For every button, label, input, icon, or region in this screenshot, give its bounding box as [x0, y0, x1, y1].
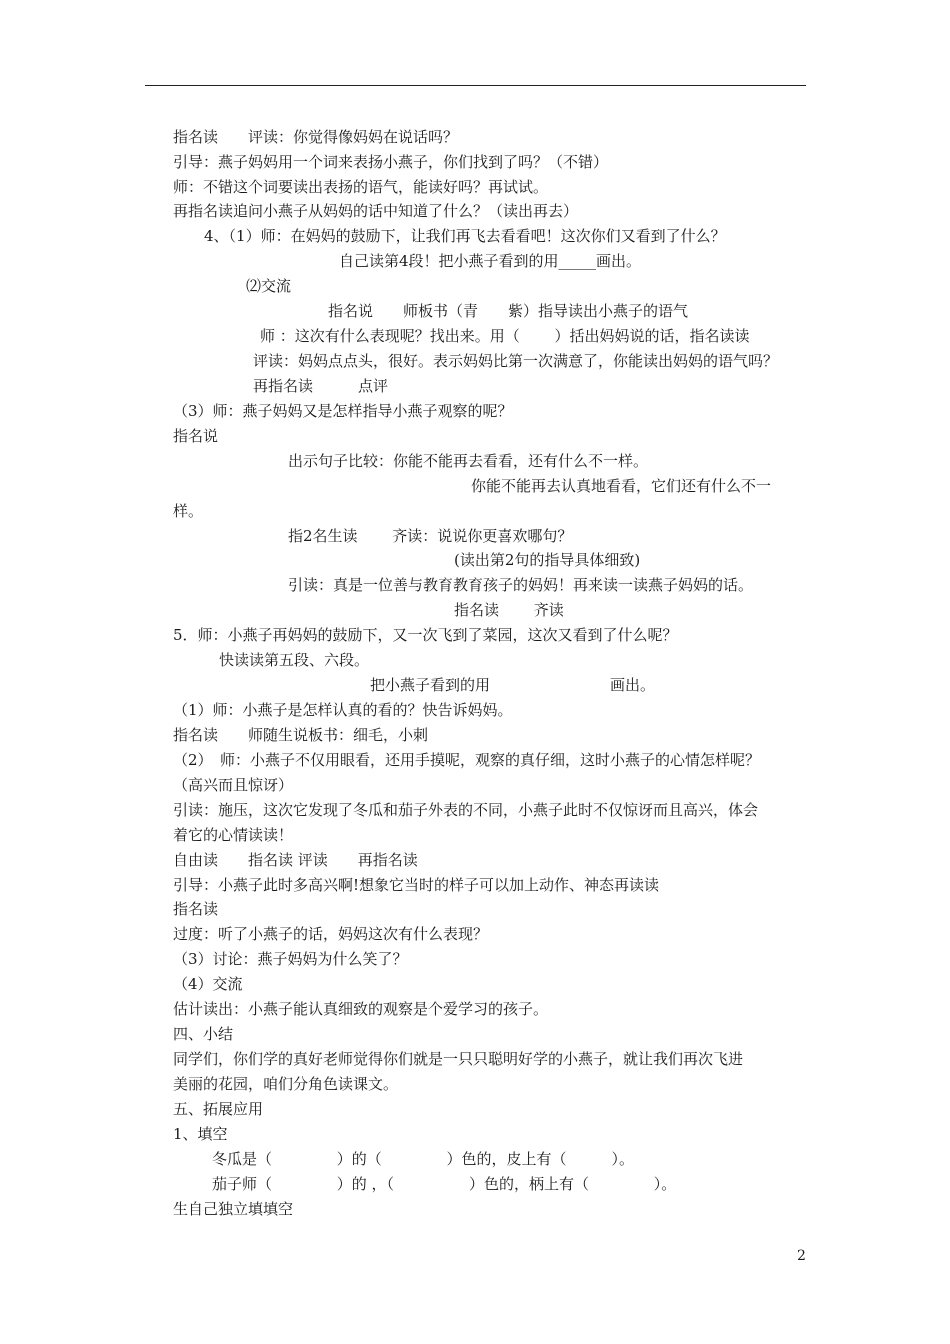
text-line: 自由读 指名读 评读 再指名读	[173, 851, 418, 869]
text-line: 指名读 师随生说板书：细毛，小刺	[173, 726, 429, 744]
text-line: 评读：妈妈点点头，很好。表示妈妈比第一次满意了，你能读出妈妈的语气吗？	[253, 352, 779, 370]
header-rule	[145, 85, 806, 86]
page-number: 2	[797, 1248, 806, 1264]
text-line: 指名说	[173, 427, 219, 445]
text-line: 5．师：小燕子再妈妈的鼓励下，又一次飞到了菜园，这次又看到了什么呢？	[173, 626, 678, 644]
text-line: 引导：小燕子此时多高兴啊!想象它当时的样子可以加上动作、神态再读读	[173, 876, 660, 894]
text-line: 快读读第五段、六段。	[219, 651, 370, 669]
text-line: 着它的心情读读！	[173, 826, 294, 844]
text-line: 再指名读追问小燕子从妈妈的话中知道了什么？（读出再去）	[173, 202, 579, 220]
text-line: 4、（1）师：在妈妈的鼓励下，让我们再飞去看看吧！这次你们又看到了什么？	[204, 227, 726, 245]
text-line: 指名说 师板书（青 紫）指导读出小燕子的语气	[328, 302, 689, 320]
text-line: 过度：听了小燕子的话，妈妈这次有什么表现？	[173, 925, 489, 943]
text-line: 再指名读 点评	[253, 377, 389, 395]
text-line: （1）师：小燕子是怎样认真的看的？快告诉妈妈。	[173, 701, 513, 719]
text-line: 把小燕子看到的用 画出。	[370, 676, 656, 694]
section-heading: 四、小结	[173, 1025, 234, 1043]
text-line: （4）交流	[173, 975, 243, 993]
text-line: （高兴而且惊讶）	[173, 776, 294, 794]
text-line: 引读：真是一位善与教育教育孩子的妈妈！再来读一读燕子妈妈的话。	[288, 576, 754, 594]
text-line: 冬瓜是（ ）的（ ）色的，皮上有（ ）。	[212, 1150, 635, 1168]
text-line: 样。	[173, 502, 204, 520]
text-line: 你能不能再去认真地看看，它们还有什么不一	[471, 477, 772, 495]
text-line: 茄子师（ ）的 ，（ ）色的，柄上有（ ）。	[212, 1175, 677, 1193]
text-line: 指名读	[173, 900, 219, 918]
text-line: 同学们，你们学的真好老师觉得你们就是一只只聪明好学的小燕子，就让我们再次飞进	[173, 1050, 744, 1068]
text-line: (读出第2句的指导具体细致)	[454, 551, 641, 569]
text-line: 指名读 齐读	[454, 601, 564, 619]
text-line: （3）讨论：燕子妈妈为什么笑了？	[173, 950, 408, 968]
text-line: 生自己独立填填空	[173, 1200, 294, 1218]
text-line: （3）师：燕子妈妈又是怎样指导小燕子观察的呢？	[173, 402, 513, 420]
text-line: 指2名生读 齐读：说说你更喜欢哪句？	[288, 527, 573, 545]
text-line: 出示句子比较：你能不能再去看看，还有什么不一样。	[288, 452, 649, 470]
text-line: 师：不错这个词要读出表扬的语气，能读好吗？再试试。	[173, 178, 549, 196]
text-line: 引读：施压，这次它发现了冬瓜和茄子外表的不同，小燕子此时不仅惊讶而且高兴，体会	[173, 801, 759, 819]
text-line: 师 ：这次有什么表现呢？找出来。用（ ）括出妈妈说的话，指名读读	[260, 327, 750, 345]
text-line: 引导：燕子妈妈用一个词来表扬小燕子，你们找到了吗？（不错）	[173, 153, 609, 171]
text-line: ⑵交流	[246, 277, 292, 295]
text-line: 自己读第4段！把小燕子看到的用_____画出。	[339, 252, 642, 270]
text-line: 1、填空	[173, 1125, 228, 1143]
section-heading: 五、拓展应用	[173, 1100, 264, 1118]
text-line: （2） 师：小燕子不仅用眼看，还用手摸呢，观察的真仔细，这时小燕子的心情怎样呢？	[173, 751, 761, 769]
text-line: 美丽的花园，咱们分角色读课文。	[173, 1075, 399, 1093]
text-line: 指名读 评读：你觉得像妈妈在说话吗？	[173, 128, 459, 146]
text-line: 估计读出：小燕子能认真细致的观察是个爱学习的孩子。	[173, 1000, 549, 1018]
